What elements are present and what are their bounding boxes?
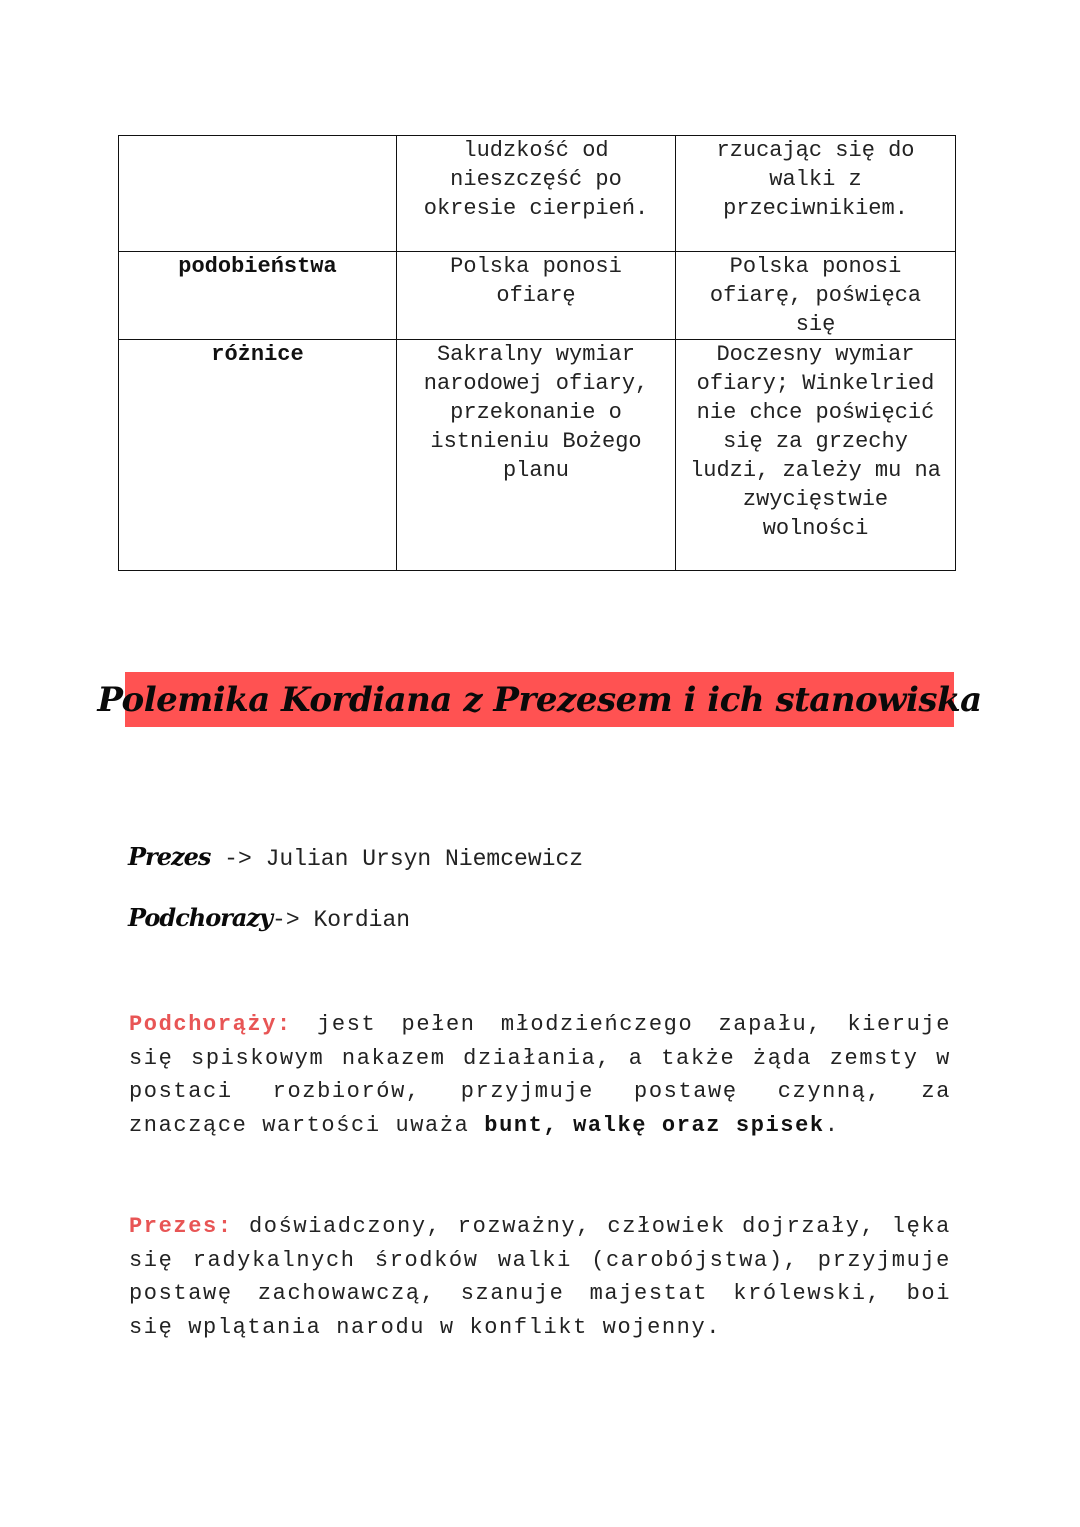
table-cell: Sakralny wymiar narodowej ofiary, przekonanie o istnieniu Bożego planu — [397, 340, 676, 571]
role-person: Kordian — [313, 907, 411, 933]
table-cell: Polska ponosi ofiarę — [397, 252, 676, 340]
term-label: Prezes: — [129, 1214, 233, 1239]
table-row — [119, 252, 956, 340]
arrow-text: -> — [272, 907, 314, 933]
comparison-table — [118, 135, 956, 571]
term-label: Podchorąży: — [129, 1012, 292, 1037]
section-banner — [97, 672, 982, 727]
paragraph-prezes — [129, 1196, 966, 1344]
paragraph-podchorazy — [129, 994, 966, 1142]
paragraph-text: jest pełen młodzieńczego zapału, kieruje się spiskowym nakazem działania, a także żąda zemsty w postaci rozbiorów, przyjmuje postawę czynną, za znaczące wartości uważa — [129, 1012, 966, 1138]
role-line-prezes — [128, 842, 583, 872]
paragraph-text: doświadczony, rozważny, człowiek dojrzały, lęka się radykalnych środków walki (carobójstwa), przyjmuje postawę zachowawczą, szanuje majestat królewski, boi się wplątania narodu w konflikt wojenny. — [129, 1214, 966, 1340]
table-row — [119, 136, 956, 252]
table-cell: Polska ponosi ofiarę, poświęca się — [676, 252, 956, 340]
table-cell: rzucając się do walki z przeciwnikiem. — [676, 136, 956, 252]
section-title: Polemika Kordiana z Prezesem i ich stanowiska — [97, 679, 982, 720]
row-label — [119, 136, 397, 252]
row-label-differences: różnice — [119, 340, 397, 571]
table-row — [119, 340, 956, 571]
row-label-similarities: podobieństwa — [119, 252, 397, 340]
paragraph-end: . — [824, 1112, 840, 1138]
role-line-podchorazy — [128, 903, 410, 933]
table-cell: ludzkość od nieszczęść po okresie cierpień. — [397, 136, 676, 252]
table-cell: Doczesny wymiar ofiary; Winkelried nie chce poświęcić się za grzechy ludzi, zależy mu na zwycięstwie wolności — [676, 340, 956, 571]
role-name: Podchorazy — [128, 903, 273, 932]
arrow-text: -> — [210, 846, 266, 872]
emphasis-text: bunt, walkę oraz spisek — [484, 1112, 825, 1138]
role-person: Julian Ursyn Niemcewicz — [265, 846, 584, 872]
role-name: Prezes — [128, 842, 211, 871]
